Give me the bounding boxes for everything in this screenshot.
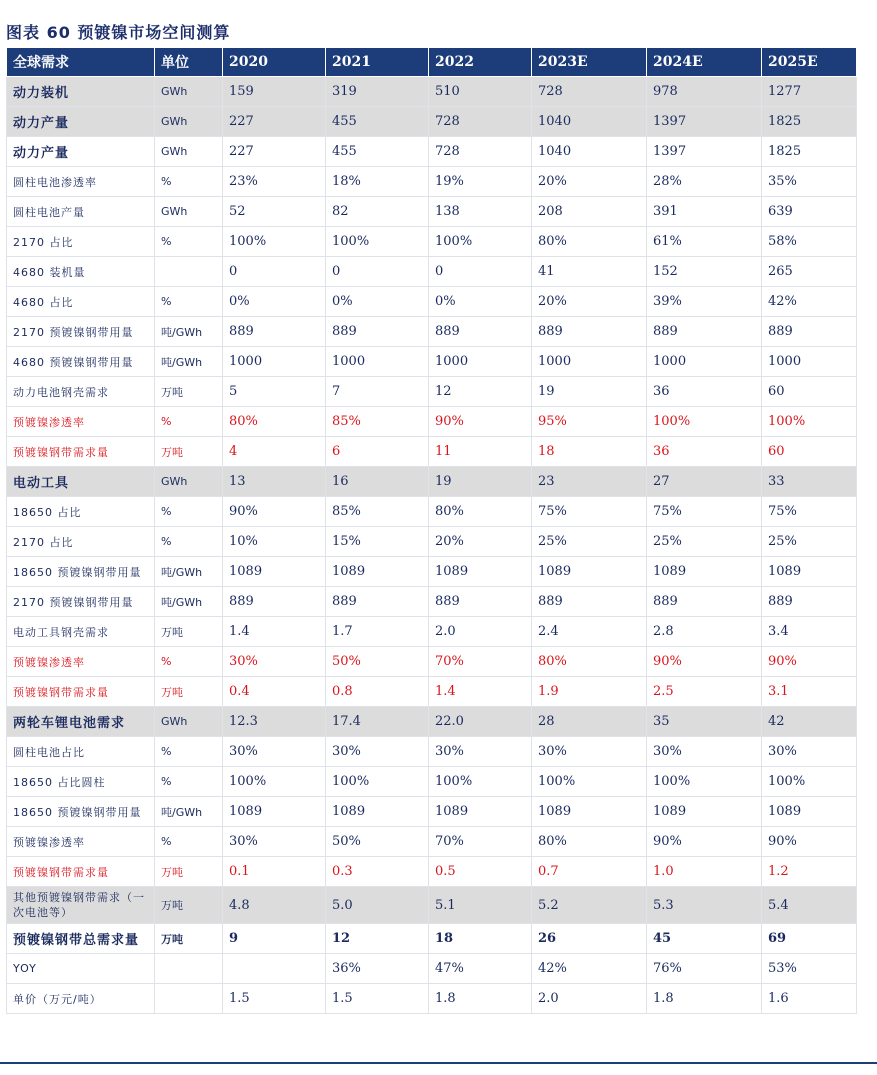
cell-y2024e: 36: [647, 377, 762, 407]
cell-y2021: 1000: [326, 347, 429, 377]
cell-label: 预镀镍钢带需求量: [7, 677, 155, 707]
cell-y2021: 100%: [326, 767, 429, 797]
cell-y2020: 1089: [223, 557, 326, 587]
cell-y2022: 0.5: [429, 857, 532, 887]
cell-y2021: 50%: [326, 827, 429, 857]
table-row: [7, 887, 857, 924]
cell-y2025e: 1000: [762, 347, 857, 377]
cell-y2024e: 100%: [647, 407, 762, 437]
cell-y2025e: 60: [762, 437, 857, 467]
cell-y2023e: 0.7: [532, 857, 647, 887]
cell-label: 动力产量: [7, 137, 155, 167]
cell-y2021: 0.8: [326, 677, 429, 707]
cell-y2020: 0.1: [223, 857, 326, 887]
cell-y2024e: 61%: [647, 227, 762, 257]
cell-y2022: 138: [429, 197, 532, 227]
cell-y2023e: 23: [532, 467, 647, 497]
cell-label: 预镀镍钢带需求量: [7, 857, 155, 887]
cell-label: 2170 占比: [7, 527, 155, 557]
cell-y2023e: 19: [532, 377, 647, 407]
table-row: [7, 287, 857, 317]
cell-unit: 万吨: [155, 677, 223, 707]
cell-y2021: 5.0: [326, 887, 429, 924]
cell-y2021: 15%: [326, 527, 429, 557]
cell-y2022: 90%: [429, 407, 532, 437]
cell-y2024e: 76%: [647, 954, 762, 984]
cell-y2025e: 25%: [762, 527, 857, 557]
cell-y2020: 100%: [223, 227, 326, 257]
cell-y2024e: 2.8: [647, 617, 762, 647]
cell-y2020: 52: [223, 197, 326, 227]
cell-y2023e: 30%: [532, 737, 647, 767]
cell-unit: 万吨: [155, 377, 223, 407]
cell-unit: GWh: [155, 707, 223, 737]
cell-y2021: 16: [326, 467, 429, 497]
cell-label: 2170 预镀镍钢带用量: [7, 317, 155, 347]
cell-y2025e: 90%: [762, 647, 857, 677]
cell-y2025e: 5.4: [762, 887, 857, 924]
cell-y2021: 0%: [326, 287, 429, 317]
cell-unit: GWh: [155, 197, 223, 227]
cell-label: 电动工具钢壳需求: [7, 617, 155, 647]
cell-y2022: 30%: [429, 737, 532, 767]
cell-y2020: 23%: [223, 167, 326, 197]
table-body: [7, 77, 857, 1014]
cell-unit: %: [155, 767, 223, 797]
cell-y2020: 30%: [223, 647, 326, 677]
cell-y2024e: 27: [647, 467, 762, 497]
cell-y2023e: 889: [532, 587, 647, 617]
table-row: [7, 107, 857, 137]
cell-y2023e: 5.2: [532, 887, 647, 924]
cell-unit: [155, 984, 223, 1014]
cell-y2024e: 1397: [647, 137, 762, 167]
table-row: [7, 617, 857, 647]
cell-y2023e: 100%: [532, 767, 647, 797]
cell-y2020: 227: [223, 107, 326, 137]
table-row: [7, 467, 857, 497]
table-row: [7, 437, 857, 467]
cell-y2025e: 1825: [762, 107, 857, 137]
cell-y2024e: 2.5: [647, 677, 762, 707]
cell-label: 18650 预镀镍钢带用量: [7, 557, 155, 587]
cell-y2023e: 20%: [532, 287, 647, 317]
cell-y2023e: 80%: [532, 827, 647, 857]
cell-y2021: 0: [326, 257, 429, 287]
page-title: 图表 60 预镀镍市场空间测算: [6, 23, 231, 42]
cell-y2020: 13: [223, 467, 326, 497]
cell-y2023e: 1000: [532, 347, 647, 377]
table-row: [7, 984, 857, 1014]
cell-y2023e: 2.0: [532, 984, 647, 1014]
cell-y2023e: 20%: [532, 167, 647, 197]
table-row: [7, 647, 857, 677]
header-cell-unit: 单位: [155, 48, 223, 77]
cell-label: 动力产量: [7, 107, 155, 137]
cell-y2023e: 2.4: [532, 617, 647, 647]
cell-y2025e: 1089: [762, 557, 857, 587]
cell-label: 预镀镍渗透率: [7, 647, 155, 677]
table-row: [7, 954, 857, 984]
cell-y2022: 80%: [429, 497, 532, 527]
cell-y2021: 1089: [326, 557, 429, 587]
cell-y2020: 159: [223, 77, 326, 107]
cell-y2021: 889: [326, 317, 429, 347]
cell-unit: 万吨: [155, 924, 223, 954]
cell-y2023e: 1040: [532, 137, 647, 167]
cell-y2022: 1089: [429, 797, 532, 827]
cell-unit: 万吨: [155, 887, 223, 924]
cell-unit: 吨/GWh: [155, 317, 223, 347]
cell-y2024e: 391: [647, 197, 762, 227]
cell-y2021: 50%: [326, 647, 429, 677]
cell-y2023e: 728: [532, 77, 647, 107]
cell-y2022: 728: [429, 137, 532, 167]
cell-y2022: 510: [429, 77, 532, 107]
cell-y2021: 100%: [326, 227, 429, 257]
cell-y2023e: 208: [532, 197, 647, 227]
cell-y2025e: 1825: [762, 137, 857, 167]
cell-y2022: 5.1: [429, 887, 532, 924]
cell-y2022: 20%: [429, 527, 532, 557]
table-row: [7, 527, 857, 557]
cell-y2024e: 100%: [647, 767, 762, 797]
table-row: [7, 737, 857, 767]
cell-label: YOY: [7, 954, 155, 984]
cell-y2020: 227: [223, 137, 326, 167]
cell-y2020: 30%: [223, 737, 326, 767]
table-row: [7, 317, 857, 347]
table-row: [7, 557, 857, 587]
cell-y2024e: 889: [647, 587, 762, 617]
footer-divider: [0, 1062, 877, 1064]
cell-y2022: 1.4: [429, 677, 532, 707]
header-cell-2022: 2022: [429, 48, 532, 77]
cell-label: 4680 占比: [7, 287, 155, 317]
cell-y2024e: 1.8: [647, 984, 762, 1014]
cell-y2022: 0%: [429, 287, 532, 317]
cell-y2025e: 889: [762, 317, 857, 347]
cell-y2022: 11: [429, 437, 532, 467]
cell-label: 2170 占比: [7, 227, 155, 257]
cell-unit: %: [155, 647, 223, 677]
table-row: [7, 377, 857, 407]
market-space-table: [6, 47, 857, 1014]
cell-unit: %: [155, 527, 223, 557]
cell-unit: 万吨: [155, 437, 223, 467]
cell-label: 两轮车锂电池需求: [7, 707, 155, 737]
cell-y2025e: 30%: [762, 737, 857, 767]
header-cell-2020: 2020: [223, 48, 326, 77]
cell-y2025e: 69: [762, 924, 857, 954]
cell-label: 18650 占比圆柱: [7, 767, 155, 797]
cell-y2023e: 1.9: [532, 677, 647, 707]
table-row: [7, 827, 857, 857]
cell-label: 圆柱电池产量: [7, 197, 155, 227]
cell-y2021: 30%: [326, 737, 429, 767]
cell-y2025e: 3.1: [762, 677, 857, 707]
cell-y2020: 1.4: [223, 617, 326, 647]
cell-label: 动力装机: [7, 77, 155, 107]
cell-y2020: 889: [223, 587, 326, 617]
cell-unit: 吨/GWh: [155, 347, 223, 377]
cell-y2021: 0.3: [326, 857, 429, 887]
cell-y2024e: 35: [647, 707, 762, 737]
cell-y2025e: 639: [762, 197, 857, 227]
cell-y2021: 85%: [326, 497, 429, 527]
cell-y2020: 4: [223, 437, 326, 467]
cell-y2020: [223, 954, 326, 984]
cell-y2025e: 90%: [762, 827, 857, 857]
cell-label: 4680 预镀镍钢带用量: [7, 347, 155, 377]
cell-y2022: 19%: [429, 167, 532, 197]
table-header-row: [7, 48, 857, 77]
cell-unit: GWh: [155, 107, 223, 137]
cell-unit: [155, 257, 223, 287]
cell-y2023e: 95%: [532, 407, 647, 437]
table-row: [7, 227, 857, 257]
cell-y2021: 12: [326, 924, 429, 954]
cell-y2025e: 1277: [762, 77, 857, 107]
cell-y2020: 10%: [223, 527, 326, 557]
cell-y2022: 1000: [429, 347, 532, 377]
cell-y2020: 1.5: [223, 984, 326, 1014]
cell-unit: 吨/GWh: [155, 587, 223, 617]
cell-y2023e: 25%: [532, 527, 647, 557]
cell-y2024e: 39%: [647, 287, 762, 317]
cell-y2023e: 1040: [532, 107, 647, 137]
cell-y2023e: 41: [532, 257, 647, 287]
cell-unit: %: [155, 407, 223, 437]
cell-y2022: 1.8: [429, 984, 532, 1014]
cell-y2024e: 25%: [647, 527, 762, 557]
cell-label: 预镀镍渗透率: [7, 827, 155, 857]
table-row: [7, 767, 857, 797]
cell-y2025e: 35%: [762, 167, 857, 197]
cell-y2024e: 90%: [647, 647, 762, 677]
cell-label: 预镀镍钢带需求量: [7, 437, 155, 467]
cell-y2022: 12: [429, 377, 532, 407]
cell-y2022: 100%: [429, 227, 532, 257]
cell-y2020: 0.4: [223, 677, 326, 707]
cell-y2021: 455: [326, 137, 429, 167]
cell-y2020: 1000: [223, 347, 326, 377]
cell-y2024e: 36: [647, 437, 762, 467]
cell-y2023e: 42%: [532, 954, 647, 984]
cell-y2020: 5: [223, 377, 326, 407]
cell-y2022: 70%: [429, 827, 532, 857]
cell-unit: GWh: [155, 77, 223, 107]
cell-y2023e: 1089: [532, 797, 647, 827]
cell-label: 单价（万元/吨）: [7, 984, 155, 1014]
cell-y2024e: 889: [647, 317, 762, 347]
header-cell-2025e: 2025E: [762, 48, 857, 77]
cell-y2020: 9: [223, 924, 326, 954]
table-row: [7, 587, 857, 617]
cell-y2025e: 265: [762, 257, 857, 287]
table-row: [7, 77, 857, 107]
cell-unit: %: [155, 497, 223, 527]
cell-y2025e: 75%: [762, 497, 857, 527]
table-row: [7, 407, 857, 437]
cell-y2025e: 58%: [762, 227, 857, 257]
cell-y2025e: 60: [762, 377, 857, 407]
cell-label: 预镀镍渗透率: [7, 407, 155, 437]
table-row: [7, 797, 857, 827]
table-row: [7, 857, 857, 887]
cell-y2020: 0: [223, 257, 326, 287]
cell-y2022: 0: [429, 257, 532, 287]
table-row: [7, 924, 857, 954]
cell-unit: 吨/GWh: [155, 797, 223, 827]
cell-y2025e: 100%: [762, 407, 857, 437]
cell-unit: 万吨: [155, 617, 223, 647]
cell-y2024e: 1.0: [647, 857, 762, 887]
cell-y2021: 1089: [326, 797, 429, 827]
cell-y2021: 82: [326, 197, 429, 227]
cell-y2025e: 100%: [762, 767, 857, 797]
cell-y2023e: 1089: [532, 557, 647, 587]
cell-y2025e: 889: [762, 587, 857, 617]
cell-y2024e: 978: [647, 77, 762, 107]
cell-y2025e: 3.4: [762, 617, 857, 647]
cell-y2020: 0%: [223, 287, 326, 317]
cell-y2023e: 28: [532, 707, 647, 737]
cell-label: 圆柱电池占比: [7, 737, 155, 767]
cell-y2021: 7: [326, 377, 429, 407]
cell-unit: 万吨: [155, 857, 223, 887]
cell-y2021: 319: [326, 77, 429, 107]
cell-y2023e: 80%: [532, 227, 647, 257]
cell-unit: GWh: [155, 137, 223, 167]
cell-unit: [155, 954, 223, 984]
header-cell-2024e: 2024E: [647, 48, 762, 77]
cell-label: 18650 预镀镍钢带用量: [7, 797, 155, 827]
cell-y2020: 4.8: [223, 887, 326, 924]
cell-y2025e: 42%: [762, 287, 857, 317]
table-row: [7, 497, 857, 527]
cell-y2024e: 75%: [647, 497, 762, 527]
cell-unit: GWh: [155, 467, 223, 497]
cell-label: 动力电池钢壳需求: [7, 377, 155, 407]
cell-y2023e: 26: [532, 924, 647, 954]
cell-y2024e: 1089: [647, 557, 762, 587]
cell-y2024e: 152: [647, 257, 762, 287]
table-row: [7, 707, 857, 737]
cell-label: 圆柱电池渗透率: [7, 167, 155, 197]
cell-y2020: 30%: [223, 827, 326, 857]
cell-y2022: 889: [429, 317, 532, 347]
cell-y2022: 22.0: [429, 707, 532, 737]
cell-y2024e: 90%: [647, 827, 762, 857]
cell-y2024e: 1000: [647, 347, 762, 377]
cell-unit: %: [155, 227, 223, 257]
cell-y2022: 18: [429, 924, 532, 954]
cell-y2021: 1.7: [326, 617, 429, 647]
cell-y2025e: 1.2: [762, 857, 857, 887]
cell-unit: %: [155, 737, 223, 767]
cell-unit: %: [155, 827, 223, 857]
header-cell-demand: 全球需求: [7, 48, 155, 77]
header-cell-2023e: 2023E: [532, 48, 647, 77]
cell-y2020: 1089: [223, 797, 326, 827]
cell-y2020: 12.3: [223, 707, 326, 737]
cell-y2025e: 1089: [762, 797, 857, 827]
header-cell-2021: 2021: [326, 48, 429, 77]
table-row: [7, 197, 857, 227]
cell-y2024e: 30%: [647, 737, 762, 767]
cell-y2022: 100%: [429, 767, 532, 797]
table-row: [7, 677, 857, 707]
cell-y2022: 70%: [429, 647, 532, 677]
cell-unit: %: [155, 167, 223, 197]
table-row: [7, 167, 857, 197]
cell-y2024e: 45: [647, 924, 762, 954]
cell-y2023e: 75%: [532, 497, 647, 527]
cell-y2022: 1089: [429, 557, 532, 587]
cell-y2024e: 1089: [647, 797, 762, 827]
cell-y2023e: 889: [532, 317, 647, 347]
cell-label: 电动工具: [7, 467, 155, 497]
cell-y2020: 90%: [223, 497, 326, 527]
table-row: [7, 257, 857, 287]
cell-y2024e: 1397: [647, 107, 762, 137]
cell-y2023e: 18: [532, 437, 647, 467]
cell-y2022: 47%: [429, 954, 532, 984]
cell-y2025e: 1.6: [762, 984, 857, 1014]
cell-label: 预镀镍钢带总需求量: [7, 924, 155, 954]
cell-y2025e: 53%: [762, 954, 857, 984]
table-row: [7, 347, 857, 377]
cell-y2020: 889: [223, 317, 326, 347]
cell-label: 其他预镀镍钢带需求（一次电池等）: [7, 887, 155, 924]
cell-label: 4680 装机量: [7, 257, 155, 287]
cell-label: 18650 占比: [7, 497, 155, 527]
cell-y2025e: 42: [762, 707, 857, 737]
cell-unit: 吨/GWh: [155, 557, 223, 587]
cell-y2022: 728: [429, 107, 532, 137]
cell-y2022: 2.0: [429, 617, 532, 647]
cell-y2021: 455: [326, 107, 429, 137]
cell-label: 2170 预镀镍钢带用量: [7, 587, 155, 617]
cell-y2021: 36%: [326, 954, 429, 984]
cell-y2021: 889: [326, 587, 429, 617]
cell-y2020: 100%: [223, 767, 326, 797]
cell-unit: %: [155, 287, 223, 317]
cell-y2021: 6: [326, 437, 429, 467]
cell-y2024e: 5.3: [647, 887, 762, 924]
cell-y2021: 17.4: [326, 707, 429, 737]
cell-y2025e: 33: [762, 467, 857, 497]
cell-y2022: 889: [429, 587, 532, 617]
cell-y2024e: 28%: [647, 167, 762, 197]
cell-y2022: 19: [429, 467, 532, 497]
cell-y2020: 80%: [223, 407, 326, 437]
cell-y2023e: 80%: [532, 647, 647, 677]
cell-y2021: 85%: [326, 407, 429, 437]
table-row: [7, 137, 857, 167]
cell-y2021: 18%: [326, 167, 429, 197]
cell-y2021: 1.5: [326, 984, 429, 1014]
